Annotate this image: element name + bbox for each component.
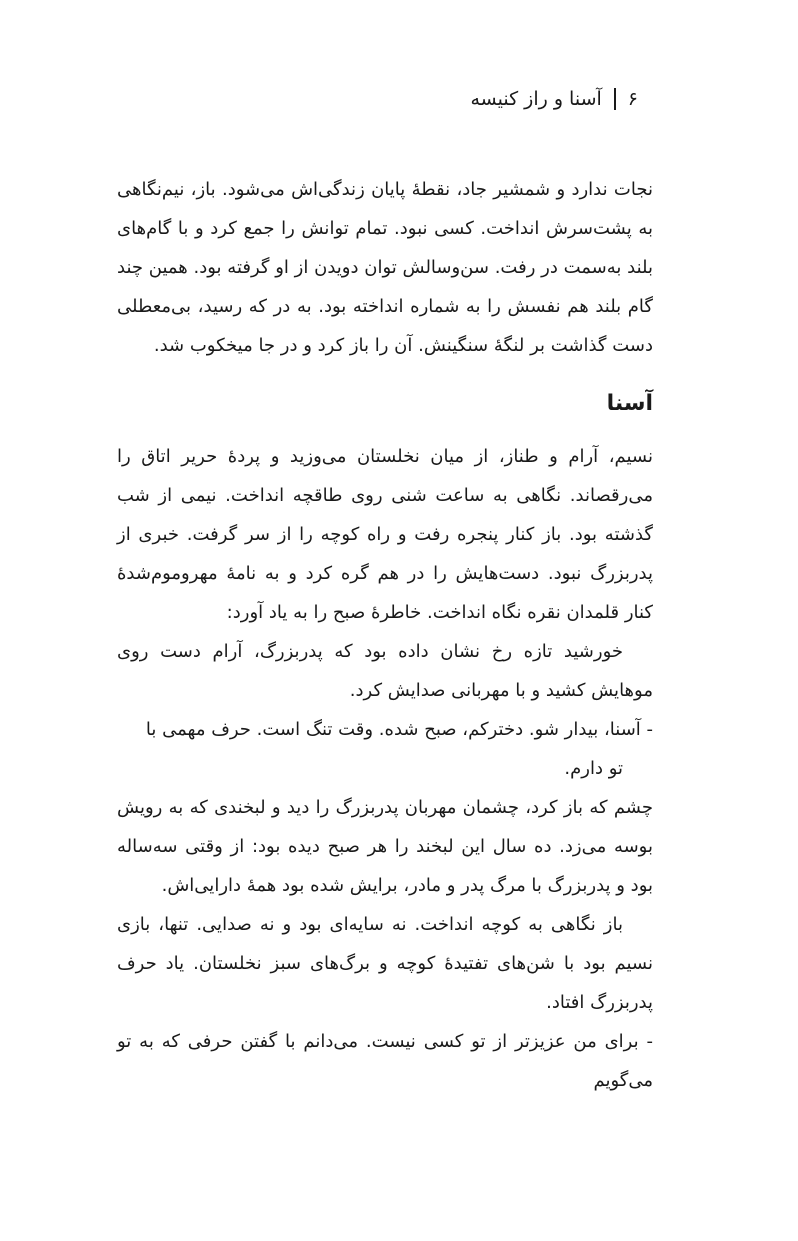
paragraph: چشم که باز کرد، چشمان مهربان پدربزرگ را دید و لبخندی که به رویش بوسه می‌زد. ده سال این لبخند را هر صبح دیده بود: از وقتی سه‌ساله بود و پدربزرگ با مرگ پدر و مادر، برایش شده بود همهٔ دارایی‌اش. bbox=[117, 797, 653, 896]
section-heading: آسنا bbox=[606, 391, 653, 416]
dialogue-text: - آسنا، بیدار شو. دخترکم، صبح شده. وقت تنگ است. حرف مهمی با bbox=[145, 719, 653, 740]
paragraph: نجات ندارد و شمشیر جاد، نقطهٔ پایان زندگی‌اش می‌شود. باز، نیم‌نگاهی به پشت‌سرش انداخت. کسی نبود. تمام توانش را جمع کرد و با گام‌های بلند به‌سمت در رفت. سن‌وسالش توان دویدن از او گرفته بود. همین چند گام بلند هم نفسش را به شماره انداخته بود. به در که رسید، بی‌معطلی دست گذاشت بر لنگهٔ سنگینش. آن را باز کرد و در جا میخکوب شد. bbox=[117, 179, 653, 356]
dialogue-continuation: تو دارم. bbox=[564, 758, 623, 779]
dialogue-line: - برای من عزیزتر از تو کسی نیست. می‌دانم با گفتن حرفی که به تو می‌گویم bbox=[117, 1031, 653, 1091]
page-number: ۶ bbox=[627, 88, 638, 110]
paragraph: باز نگاهی به کوچه انداخت. نه سایه‌ای بود و نه صدایی. تنها، بازی نسیم بود با شن‌های تفتیدهٔ کوچه و برگ‌های سبز نخلستان. یاد حرف پدربزرگ افتاد. bbox=[117, 914, 653, 1013]
book-title: آسنا و راز کنیسه bbox=[470, 88, 602, 110]
paragraph: خورشید تازه رخ نشان داده بود که پدربزرگ، آرام دست روی موهایش کشید و با مهربانی صدایش کرد. bbox=[117, 641, 653, 701]
body-text bbox=[117, 170, 653, 1100]
header-separator bbox=[614, 88, 616, 110]
dialogue-line bbox=[117, 710, 653, 788]
paragraph: نسیم، آرام و طناز، از میان نخلستان می‌وزید و پردهٔ حریر اتاق را می‌رقصاند. نگاهی به ساعت شنی روی طاقچه انداخت. نیمی از شب گذشته بود. باز کنار پنجره رفت و راه کوچه را از سر گرفت. خبری از پدربزرگ نبود. دست‌هایش را در هم گره کرد و به نامهٔ مهروموم‌شدهٔ کنار قلمدان نقره نگاه انداخت. خاطرهٔ صبح را به یاد آورد: bbox=[117, 446, 653, 623]
running-header bbox=[470, 84, 638, 114]
